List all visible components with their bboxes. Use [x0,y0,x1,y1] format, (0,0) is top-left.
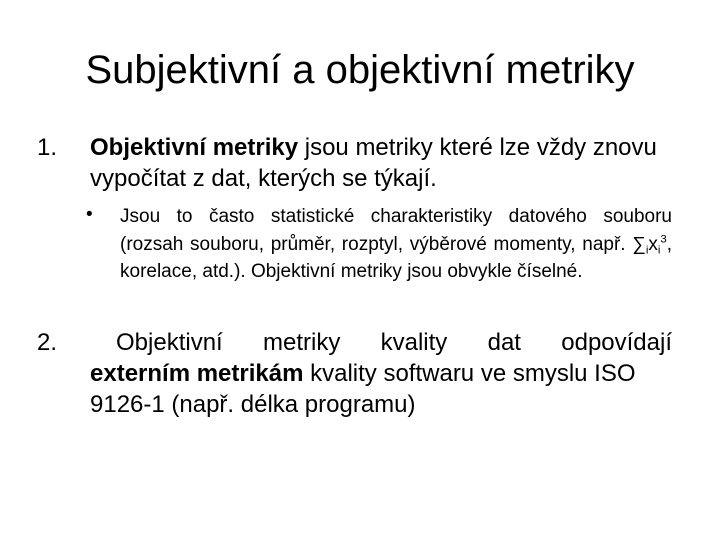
variable-superscript: 3 [660,233,667,246]
item2-text: kvality softwaru ve smyslu ISO 9126-1 (např. délka programu) [90,360,636,418]
list-number-2: 2. [37,329,58,356]
item2-bold-term: externím metrikám [90,360,304,387]
bullet-text-before: Jsou to často statistické charakteristiky datového souboru (rozsah souboru, průměr, rozptyl, výběrové momenty, např. [120,206,672,255]
variable-subscript: i [657,243,661,256]
sum-subscript: i [645,243,649,256]
sub-bullet-item [120,203,672,286]
list-item-2 [90,327,672,420]
list-number-1: 1. [37,134,58,161]
bullet-icon: • [86,204,93,225]
formula-variable: x [648,233,658,255]
list-item-1 [90,132,678,194]
slide-title: Subjektivní a objektivní metriky [85,48,635,92]
item1-bold-term: Objektivní metriky [90,134,299,161]
bullet-text-after: , korelace, atd.). Objektivní metriky jsou obvykle číselné. [120,233,672,282]
sum-symbol: ∑ [632,233,646,255]
item2-first-line: Objektivní metriky kvality dat odpovídají [116,329,672,356]
item1-text: jsou metriky které lze vždy znovu vypočítat z dat, kterých se týkají. [90,134,657,192]
